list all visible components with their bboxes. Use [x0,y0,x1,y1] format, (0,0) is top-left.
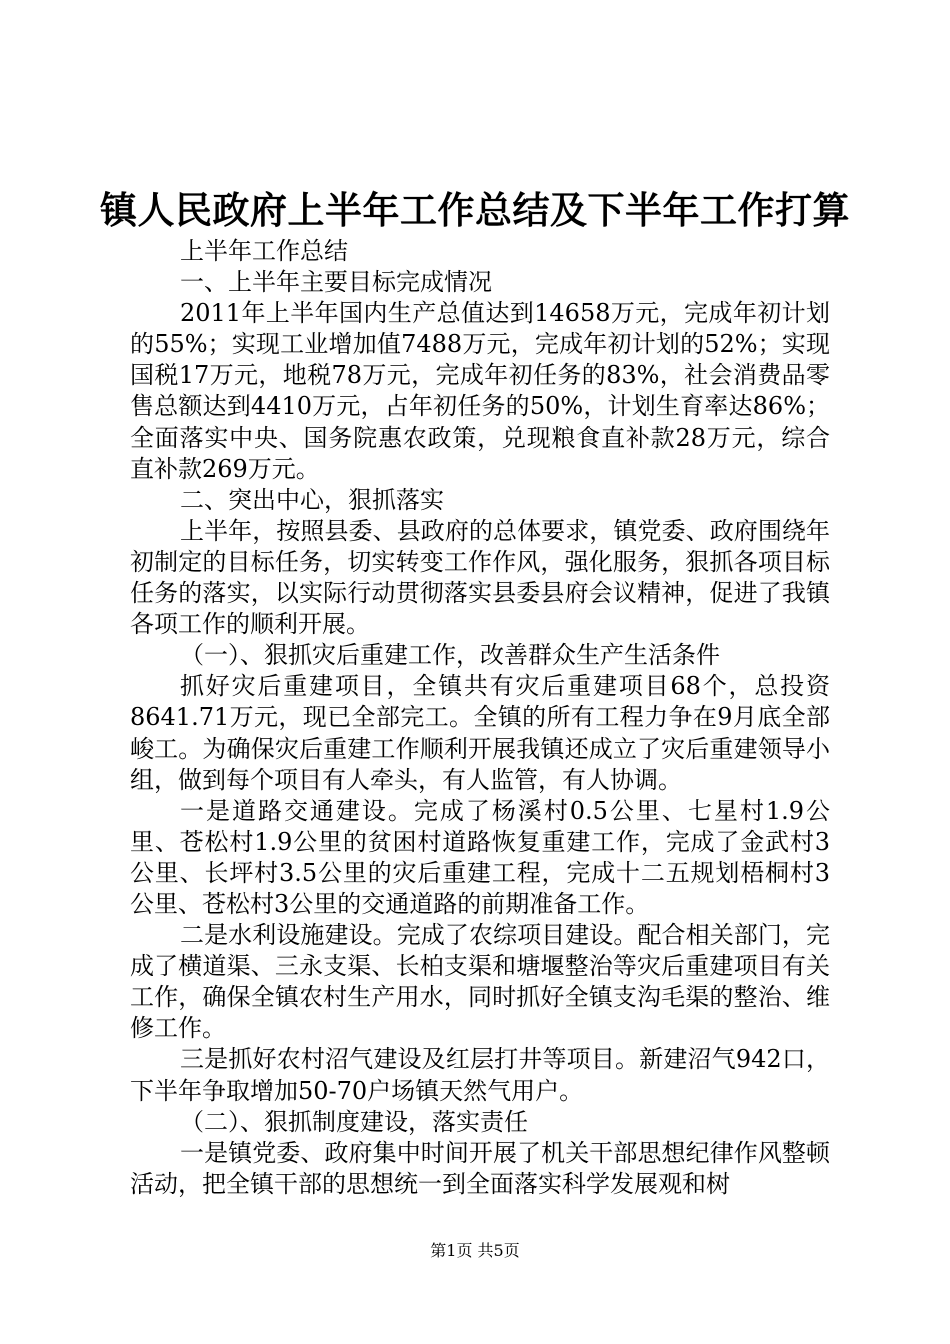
document-body [130,236,830,1200]
paragraph: 二是水利设施建设。完成了农综项目建设。配合相关部门，完成了横道渠、三永支渠、长柏支渠和塘堰整治等灾后重建项目有关工作，确保全镇农村生产用水，同时抓好全镇支沟毛渠的整治、维修工作。 [130,921,830,1043]
paragraph: 一是镇党委、政府集中时间开展了机关干部思想纪律作风整顿活动，把全镇干部的思想统一到全面落实科学发展观和树 [130,1138,830,1198]
document-title: 镇人民政府上半年工作总结及下半年工作打算 [100,188,850,232]
paragraph: 二、突出中心，狠抓落实 [180,485,444,514]
paragraph: 上半年工作总结 [180,237,348,265]
paragraph: 上半年，按照县委、县政府的总体要求，镇党委、政府围绕年初制定的目标任务，切实转变工作作风，强化服务，狠抓各项目标任务的落实，以实际行动贯彻落实县委县府会议精神，促进了我镇各项工作的顺利开展。 [130,516,830,639]
paragraph: 抓好灾后重建项目，全镇共有灾后重建项目68个，总投资8641.71万元，现已全部完工。全镇的所有工程力争在9月底全部峻工。为确保灾后重建工作顺利开展我镇还成立了灾后重建领导小组，做到每个项目有人牵头，有人监管，有人协调。 [130,672,830,794]
paragraph: 一、上半年主要目标完成情况 [180,268,492,297]
paragraph: 一是道路交通建设。完成了杨溪村0.5公里、七星村1.9公里、苍松村1.9公里的贫困村道路恢复重建工作，完成了金武村3公里、长坪村3.5公里的灾后重建工程，完成十二五规划梧桐村3公里、苍松村3公里的交通道路的前期准备工作。 [130,796,830,918]
page-footer: 第1页 共5页 [430,1241,520,1260]
paragraph: （二）、狠抓制度建设，落实责任 [180,1107,528,1136]
paragraph: （一）、狠抓灾后重建工作，改善群众生产生活条件 [180,641,720,670]
paragraph: 三是抓好农村沼气建设及红层打井等项目。新建沼气942口，下半年争取增加50-70户场镇天然气用户。 [130,1045,830,1105]
paragraph: 2011年上半年国内生产总值达到14658万元，完成年初计划的55%；实现工业增加值7488万元，完成年初计划的52%；实现国税17万元，地税78万元，完成年初任务的83%，社会消费品零售总额达到4410万元，占年初任务的50%，计划生育率达86%；全面落实中央、国务院惠农政策，兑现粮食直补款28万元，综合直补款269万元。 [130,299,830,483]
